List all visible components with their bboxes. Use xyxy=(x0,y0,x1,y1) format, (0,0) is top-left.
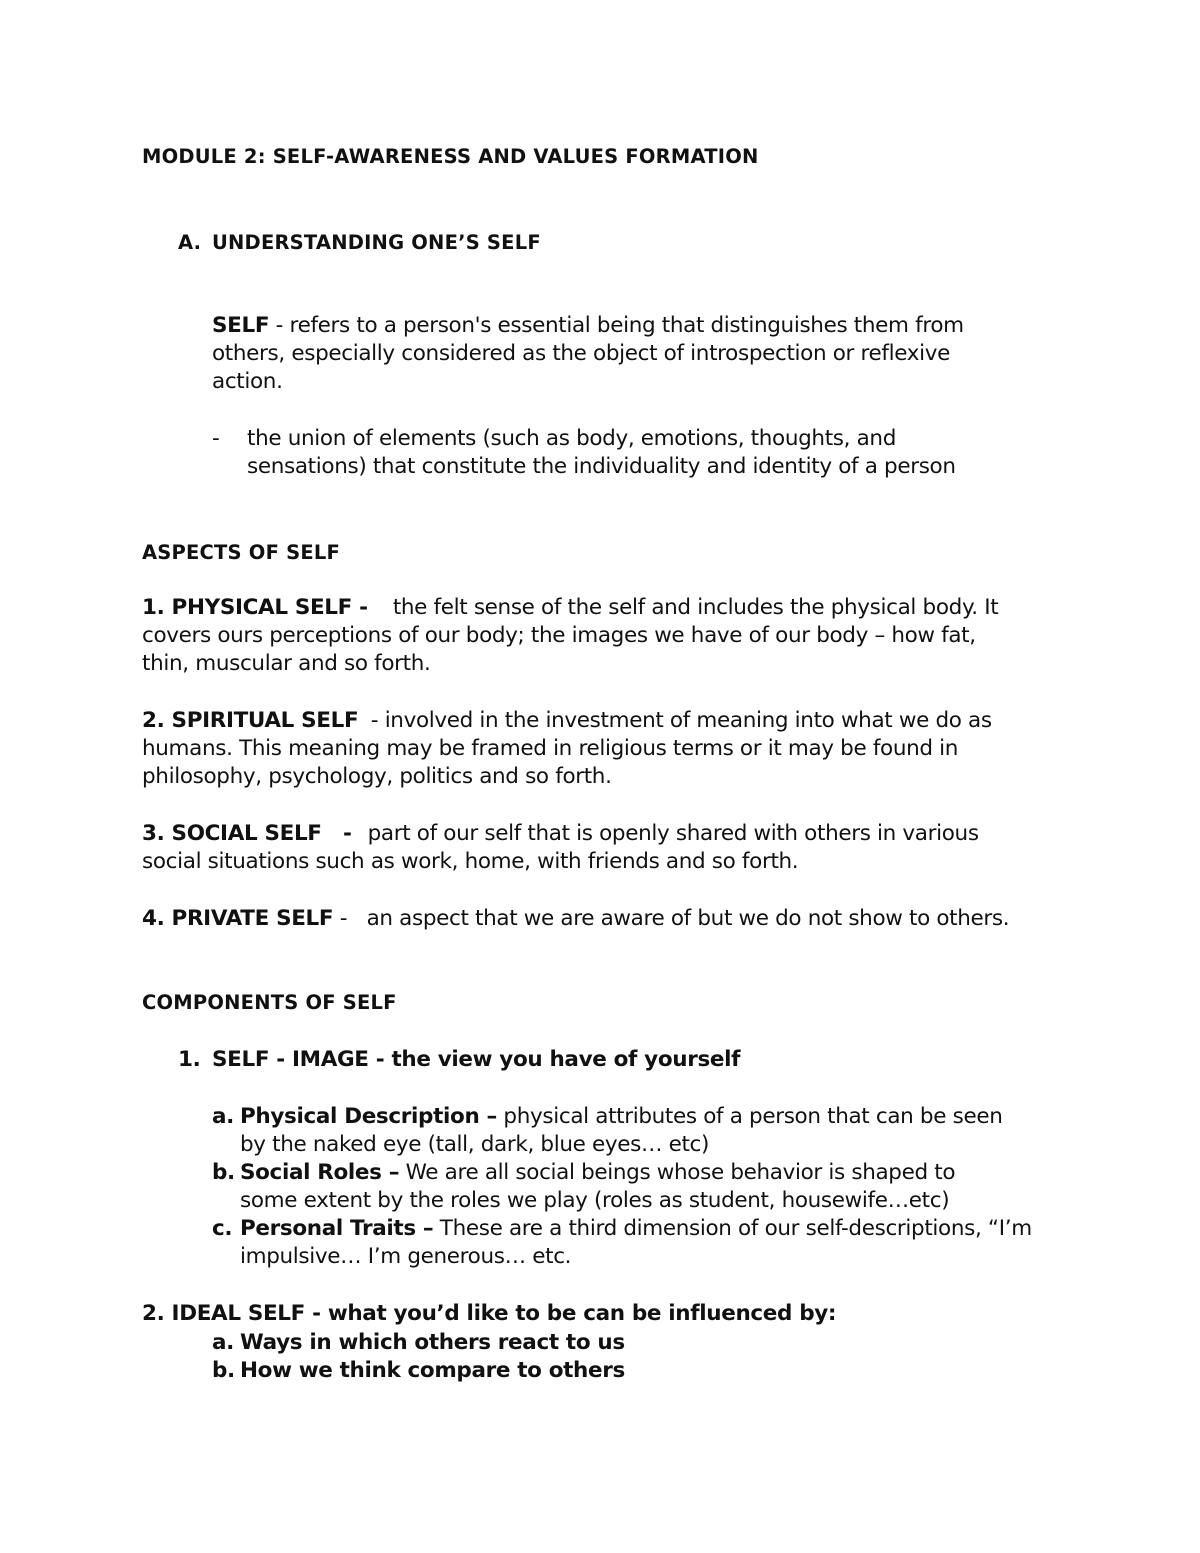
document-title: MODULE 2: SELF-AWARENESS AND VALUES FORMATION xyxy=(142,145,759,168)
personal-traits-text: These are a third dimension of our self-descriptions, “I’m xyxy=(433,1216,1032,1241)
aspect-private-line-1 xyxy=(142,905,1009,933)
aspect-physical-label: 1. PHYSICAL SELF - xyxy=(142,595,375,620)
social-roles-line-1 xyxy=(240,1159,955,1187)
section-a-marker: A. xyxy=(178,231,202,254)
bullet-line-2: sensations) that constitute the individuality and identity of a person xyxy=(247,454,956,479)
personal-traits-line-1 xyxy=(240,1215,1032,1243)
components-heading: COMPONENTS OF SELF xyxy=(142,991,397,1014)
self-definition-line-3: action. xyxy=(212,369,283,394)
physical-description-text: physical attributes of a person that can be seen xyxy=(496,1104,1003,1129)
ideal-self-a-text: Ways in which others react to us xyxy=(240,1330,625,1355)
aspect-private-label: 4. PRIVATE SELF xyxy=(142,906,334,931)
social-roles-marker: b. xyxy=(212,1160,235,1185)
aspect-private-text: - an aspect that we are aware of but we do not show to others. xyxy=(333,906,1010,931)
self-image-number: 1. xyxy=(178,1047,201,1072)
self-term: SELF xyxy=(212,313,270,338)
ideal-self-heading: 2. IDEAL SELF - what you’d like to be can be influenced by: xyxy=(142,1301,837,1326)
aspect-spiritual-text: - involved in the investment of meaning into what we do as xyxy=(364,708,992,733)
aspect-spiritual-line-3: philosophy, psychology, politics and so forth. xyxy=(142,764,612,789)
social-roles-text: We are all social beings whose behavior is shaped to xyxy=(399,1160,956,1185)
aspect-physical-text: the felt sense of the self and includes the physical body. It xyxy=(392,595,999,620)
physical-description-label: Physical Description – xyxy=(240,1104,497,1129)
aspect-spiritual-label: 2. SPIRITUAL SELF xyxy=(142,708,359,733)
physical-description-marker: a. xyxy=(212,1104,234,1129)
self-definition-line-1 xyxy=(212,312,964,340)
physical-description-line-1 xyxy=(240,1103,1002,1131)
physical-description-line-2: by the naked eye (tall, dark, blue eyes… etc) xyxy=(240,1132,710,1157)
personal-traits-line-2: impulsive… I’m generous… etc. xyxy=(240,1244,572,1269)
aspect-social-text: part of our self that is openly shared with others in various xyxy=(367,821,979,846)
section-a-heading: UNDERSTANDING ONE’S SELF xyxy=(212,231,541,254)
self-definition-line-2: others, especially considered as the object of introspection or reflexive xyxy=(212,341,951,366)
ideal-self-b-marker: b. xyxy=(212,1358,235,1383)
aspect-social-line-1 xyxy=(142,820,979,848)
bullet-line-1: the union of elements (such as body, emotions, thoughts, and xyxy=(247,426,896,451)
aspect-physical-line-3: thin, muscular and so forth. xyxy=(142,651,431,676)
social-roles-label: Social Roles – xyxy=(240,1160,400,1185)
aspects-heading: ASPECTS OF SELF xyxy=(142,541,340,564)
bullet-dash: - xyxy=(212,426,220,451)
aspect-social-label: 3. SOCIAL SELF - xyxy=(142,821,352,846)
aspect-spiritual-line-1 xyxy=(142,707,992,735)
personal-traits-marker: c. xyxy=(212,1216,233,1241)
aspect-spiritual-line-2: humans. This meaning may be framed in religious terms or it may be found in xyxy=(142,736,959,761)
personal-traits-label: Personal Traits – xyxy=(240,1216,434,1241)
aspect-physical-line-1 xyxy=(142,594,998,622)
ideal-self-a-marker: a. xyxy=(212,1330,234,1355)
self-image-heading: SELF - IMAGE - the view you have of yourself xyxy=(212,1047,741,1072)
social-roles-line-2: some extent by the roles we play (roles as student, housewife…etc) xyxy=(240,1188,950,1213)
ideal-self-b-text: How we think compare to others xyxy=(240,1358,625,1383)
self-definition-text: - refers to a person's essential being that distinguishes them from xyxy=(269,313,964,338)
aspect-physical-line-2: covers ours perceptions of our body; the images we have of our body – how fat, xyxy=(142,623,976,648)
aspect-social-line-2: social situations such as work, home, with friends and so forth. xyxy=(142,849,799,874)
